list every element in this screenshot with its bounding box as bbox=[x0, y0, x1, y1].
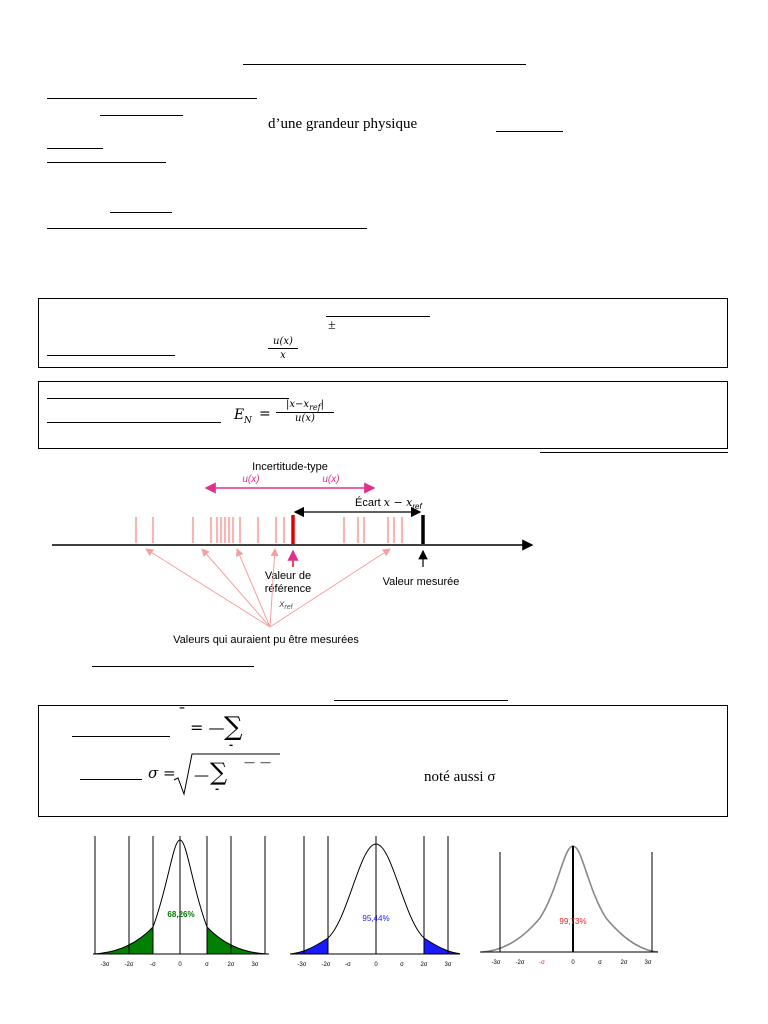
ux-left-label: u(x) bbox=[242, 474, 260, 485]
svg-text:2σ: 2σ bbox=[227, 962, 235, 968]
note-text: noté aussi σ bbox=[424, 769, 496, 785]
fraction-numerator: u(x) bbox=[268, 336, 298, 349]
en-sub: N bbox=[244, 416, 252, 426]
sigma-lines-2 bbox=[304, 836, 448, 954]
svg-text:3σ: 3σ bbox=[251, 962, 259, 968]
sigma-eq: σ = bbox=[148, 764, 176, 782]
svg-text:-3σ: -3σ bbox=[491, 960, 501, 966]
plus-minus-sign: ± bbox=[328, 318, 336, 333]
grandeur-text: d’une grandeur physique bbox=[268, 116, 418, 132]
svg-text:-σ: -σ bbox=[539, 960, 545, 966]
valeur-ref-label-2: référence bbox=[264, 583, 312, 595]
title-underline bbox=[243, 64, 526, 65]
gaussian-graph-2 bbox=[290, 832, 460, 972]
section-underline-2 bbox=[334, 700, 508, 701]
gaussian-graph-3 bbox=[480, 832, 660, 972]
en-denominator: u(x) bbox=[295, 413, 315, 424]
box2-underline-1 bbox=[47, 398, 289, 399]
area-68-left bbox=[93, 927, 153, 954]
incertitude-label: Incertitude-type bbox=[252, 461, 328, 473]
pct-99: 99,73% bbox=[559, 917, 587, 926]
sum-mark: - bbox=[229, 740, 234, 751]
heading-underline-1 bbox=[47, 98, 257, 99]
svg-text:-2σ: -2σ bbox=[515, 960, 525, 966]
mean-underline bbox=[72, 736, 170, 737]
gaussian-graph-1 bbox=[93, 832, 271, 972]
word-underline-3 bbox=[47, 148, 103, 149]
sigma-dash: — bbox=[194, 766, 209, 784]
svg-text:2σ: 2σ bbox=[620, 960, 628, 966]
definition-box-1 bbox=[38, 298, 728, 368]
sigma-bar-1: — bbox=[244, 756, 255, 769]
ticks-2 bbox=[297, 962, 451, 968]
svg-text:0: 0 bbox=[571, 960, 575, 966]
svg-text:3σ: 3σ bbox=[444, 962, 452, 968]
uncertainty-diagram bbox=[40, 455, 580, 655]
sigma-sum: ∑ bbox=[210, 758, 228, 786]
svg-text:3σ: 3σ bbox=[644, 960, 652, 966]
relative-uncertainty-fraction bbox=[268, 336, 298, 361]
ecart-label: Écart $x - x_{ref}$ bbox=[355, 496, 422, 511]
en-equals: = bbox=[259, 406, 271, 422]
word-underline-4 bbox=[47, 162, 166, 163]
ticks-1 bbox=[100, 962, 258, 968]
box1-underline-2 bbox=[47, 355, 175, 356]
box1-underline-1 bbox=[326, 316, 430, 317]
mean-bar: ¯ bbox=[178, 704, 186, 723]
word-underline-2 bbox=[496, 131, 563, 132]
area-68-right bbox=[207, 927, 267, 954]
valeur-mesuree-label: Valeur mesurée bbox=[382, 576, 460, 588]
sigma-lines-1 bbox=[95, 836, 265, 954]
possible-values-bars bbox=[136, 517, 402, 543]
definition-box-2 bbox=[38, 381, 728, 449]
word-underline-1 bbox=[100, 115, 183, 116]
area-95-left bbox=[290, 938, 328, 954]
xref-label: $x_{ref}$ bbox=[279, 599, 293, 611]
ux-right-label: u(x) bbox=[322, 474, 340, 485]
valeur-ref-label-1: Valeur de bbox=[264, 570, 312, 582]
svg-text:2σ: 2σ bbox=[420, 962, 428, 968]
word-underline-5 bbox=[110, 212, 172, 213]
valeurs-label: Valeurs qui auraient pu être mesurées bbox=[173, 634, 359, 646]
sigma-bar-2: — bbox=[260, 756, 271, 769]
area-95-right bbox=[424, 938, 460, 954]
svg-text:-3σ: -3σ bbox=[297, 962, 307, 968]
box2-underline-3 bbox=[540, 452, 728, 453]
gauss-curve-3 bbox=[482, 846, 658, 952]
svg-text:-σ: -σ bbox=[150, 962, 156, 968]
svg-text:σ: σ bbox=[205, 962, 209, 968]
sigma-sum-mark: - bbox=[215, 784, 220, 795]
pct-68: 68,26% bbox=[167, 910, 195, 919]
fraction-denominator: x bbox=[280, 350, 286, 361]
statistics-box bbox=[38, 705, 728, 817]
sum-symbol: ∑ bbox=[224, 712, 243, 742]
mean-equals: = — bbox=[190, 718, 225, 737]
svg-text:-σ: -σ bbox=[345, 962, 351, 968]
pct-95: 95,44% bbox=[362, 914, 390, 923]
svg-text:σ: σ bbox=[598, 960, 602, 966]
svg-text:-2σ: -2σ bbox=[321, 962, 331, 968]
en-numerator: $|x-x_{ref}|$ bbox=[276, 399, 334, 413]
svg-text:-3σ: -3σ bbox=[100, 962, 110, 968]
svg-text:-2σ: -2σ bbox=[124, 962, 134, 968]
section-underline-1 bbox=[92, 666, 254, 667]
gauss-curve-2 bbox=[290, 844, 460, 954]
svg-text:0: 0 bbox=[374, 962, 378, 968]
ticks-3 bbox=[491, 960, 651, 966]
en-fraction bbox=[276, 399, 334, 424]
sigma-underline bbox=[80, 779, 142, 780]
en-lhs: E bbox=[234, 407, 245, 423]
sentence-underline bbox=[47, 228, 367, 229]
svg-text:σ: σ bbox=[400, 962, 404, 968]
svg-text:0: 0 bbox=[178, 962, 182, 968]
box2-underline-2 bbox=[47, 422, 221, 423]
